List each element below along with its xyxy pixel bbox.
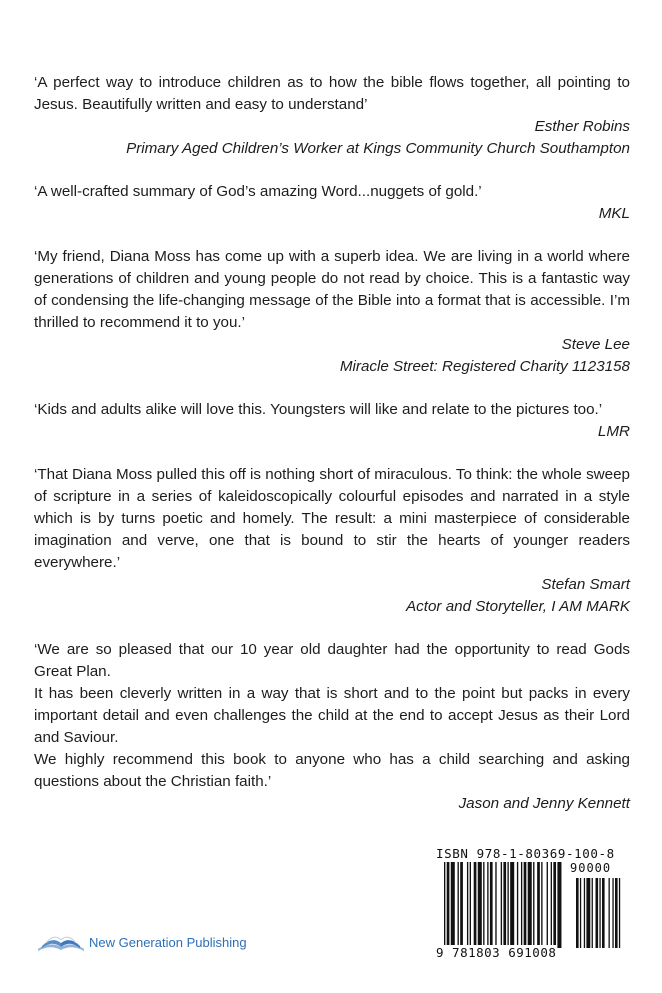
quote-text: ‘A well-crafted summary of God’s amazing Word...nuggets of gold.’ — [34, 183, 482, 200]
isbn-label: ISBN 978-1-80369-100-8 — [436, 846, 615, 861]
endorsement-5 — [34, 464, 630, 618]
endorsement-1 — [34, 72, 630, 160]
endorsement-3 — [34, 246, 630, 378]
quote-role: Primary Aged Children’s Worker at Kings Community Church Southampton — [126, 140, 630, 157]
quote-text: ‘We are so pleased that our 10 year old daughter had the opportunity to read Gods Great Plan. It has been cleverly written in a way that is short and to the point but packs in every important detail and even challenges the child at the end to accept Jesus as their Lord and Saviour. We highly recommend this book to anyone who has a child searching and asking questions about the Christian faith.’ — [34, 641, 630, 790]
quote-role: Miracle Street: Registered Charity 1123158 — [339, 358, 630, 375]
quote-author: MKL — [598, 205, 630, 222]
quote-author: Esther Robins — [534, 118, 630, 135]
endorsement-2 — [34, 181, 630, 225]
quote-text: ‘Kids and adults alike will love this. Youngsters will like and relate to the pictures too.’ — [34, 401, 603, 418]
publisher-imprint — [36, 931, 247, 953]
quote-text: ‘A perfect way to introduce children as to how the bible flows together, all pointing to Jesus. Beautifully written and easy to understand’ — [34, 74, 630, 113]
quote-role: Actor and Storyteller, I AM MARK — [406, 598, 630, 615]
endorsements — [34, 72, 630, 836]
quote-text: ‘That Diana Moss pulled this off is nothing short of miraculous. To think: the whole sweep of scripture in a series of kaleidoscopically colourful episodes and narrated in a style which is by turns poetic and homely. The result: a mini masterpiece of considerable imagination and verve, one that is bound to stir the hearts of younger readers everywhere.’ — [34, 466, 630, 571]
quote-author: LMR — [597, 423, 630, 440]
quote-author: Steve Lee — [561, 336, 630, 353]
barcode-bars — [436, 862, 632, 952]
quote-text: ‘My friend, Diana Moss has come up with a superb idea. We are living in a world where generations of children and young people do not read by choice. This is a fantastic way of condensing the life-changing message of the Bible into a format that is accessible. I’m thrilled to recommend it to you.’ — [34, 248, 630, 331]
open-book-logo-icon — [36, 931, 86, 953]
endorsement-4 — [34, 399, 630, 443]
quote-author: Stefan Smart — [541, 576, 630, 593]
isbn-digits: 9 781803 691008 — [436, 945, 557, 960]
price-code: 90000 — [570, 861, 612, 875]
publisher-name: New Generation Publishing — [89, 934, 247, 950]
endorsement-6 — [34, 639, 630, 815]
quote-author: Jason and Jenny Kennett — [458, 795, 630, 812]
isbn-barcode — [436, 846, 632, 966]
